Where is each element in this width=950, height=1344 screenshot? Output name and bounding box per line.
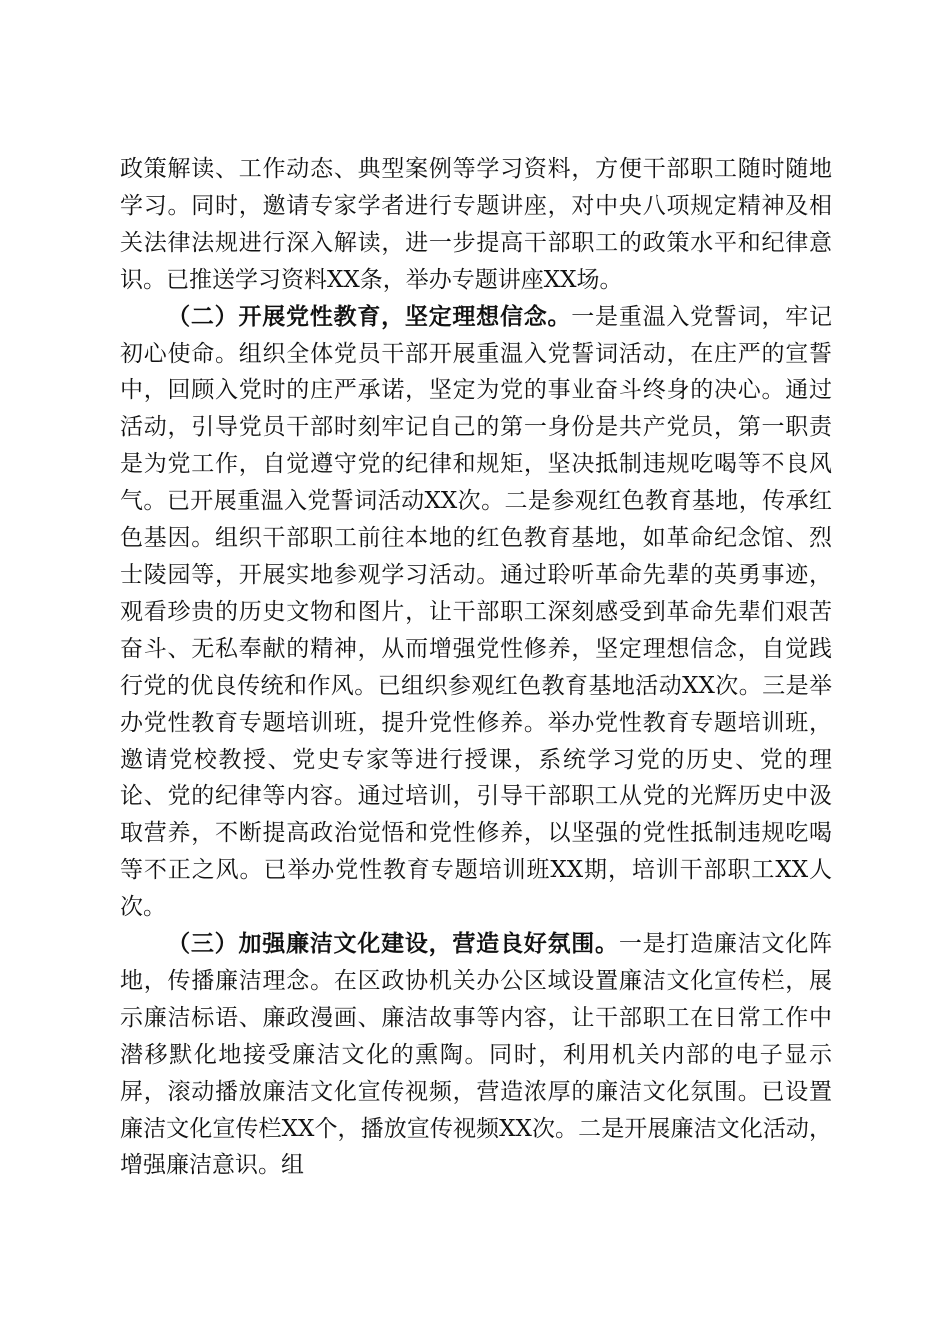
- section-two-paragraph: [120, 299, 832, 926]
- section-two-heading: （二）开展党性教育，坚定理想信念。: [167, 302, 572, 330]
- section-three-paragraph: [120, 926, 832, 1184]
- section-three-heading: （三）加强廉洁文化建设，营造良好氛围。: [167, 930, 619, 958]
- paragraph-continuation: 政策解读、工作动态、典型案例等学习资料，方便干部职工随时随地学习。同时，邀请专家学者进行专题讲座，对中央八项规定精神及相关法律法规进行深入解读，进一步提高干部职工的政策水平和纪律意识。已推送学习资料XX条，举办专题讲座XX场。: [120, 156, 832, 293]
- section-two-body: 一是重温入党誓词，牢记初心使命。组织全体党员干部开展重温入党誓词活动，在庄严的宣誓中，回顾入党时的庄严承诺，坚定为党的事业奋斗终身的决心。通过活动，引导党员干部时刻牢记自己的第一身份是共产党员，第一职责是为党工作，自觉遵守党的纪律和规矩，坚决抵制违规吃喝等不良风气。已开展重温入党誓词活动XX次。二是参观红色教育基地，传承红色基因。组织干部职工前往本地的红色教育基地，如革命纪念馆、烈士陵园等，开展实地参观学习活动。通过聆听革命先辈的英勇事迹，观看珍贵的历史文物和图片，让干部职工深刻感受到革命先辈们艰苦奋斗、无私奉献的精神，从而增强党性修养，坚定理想信念，自觉践行党的优良传统和作风。已组织参观红色教育基地活动XX次。三是举办党性教育专题培训班，提升党性修养。举办党性教育专题培训班，邀请党校教授、党史专家等进行授课，系统学习党的历史、党的理论、党的纪律等内容。通过培训，引导干部职工从党的光辉历史中汲取营养，不断提高政治觉悟和党性修养，以坚强的党性抵制违规吃喝等不正之风。已举办党性教育专题培训班XX期，培训干部职工XX人次。: [120, 303, 833, 921]
- document-page: [120, 151, 832, 1184]
- section-three-body: 一是打造廉洁文化阵地，传播廉洁理念。在区政协机关办公区域设置廉洁文化宣传栏，展示廉洁标语、廉政漫画、廉洁故事等内容，让干部职工在日常工作中潜移默化地接受廉洁文化的熏陶。同时，利用机关内部的电子显示屏，滚动播放廉洁文化宣传视频，营造浓厚的廉洁文化氛围。已设置廉洁文化宣传栏XX个，播放宣传视频XX次。二是开展廉洁文化活动，增强廉洁意识。组: [120, 931, 833, 1179]
